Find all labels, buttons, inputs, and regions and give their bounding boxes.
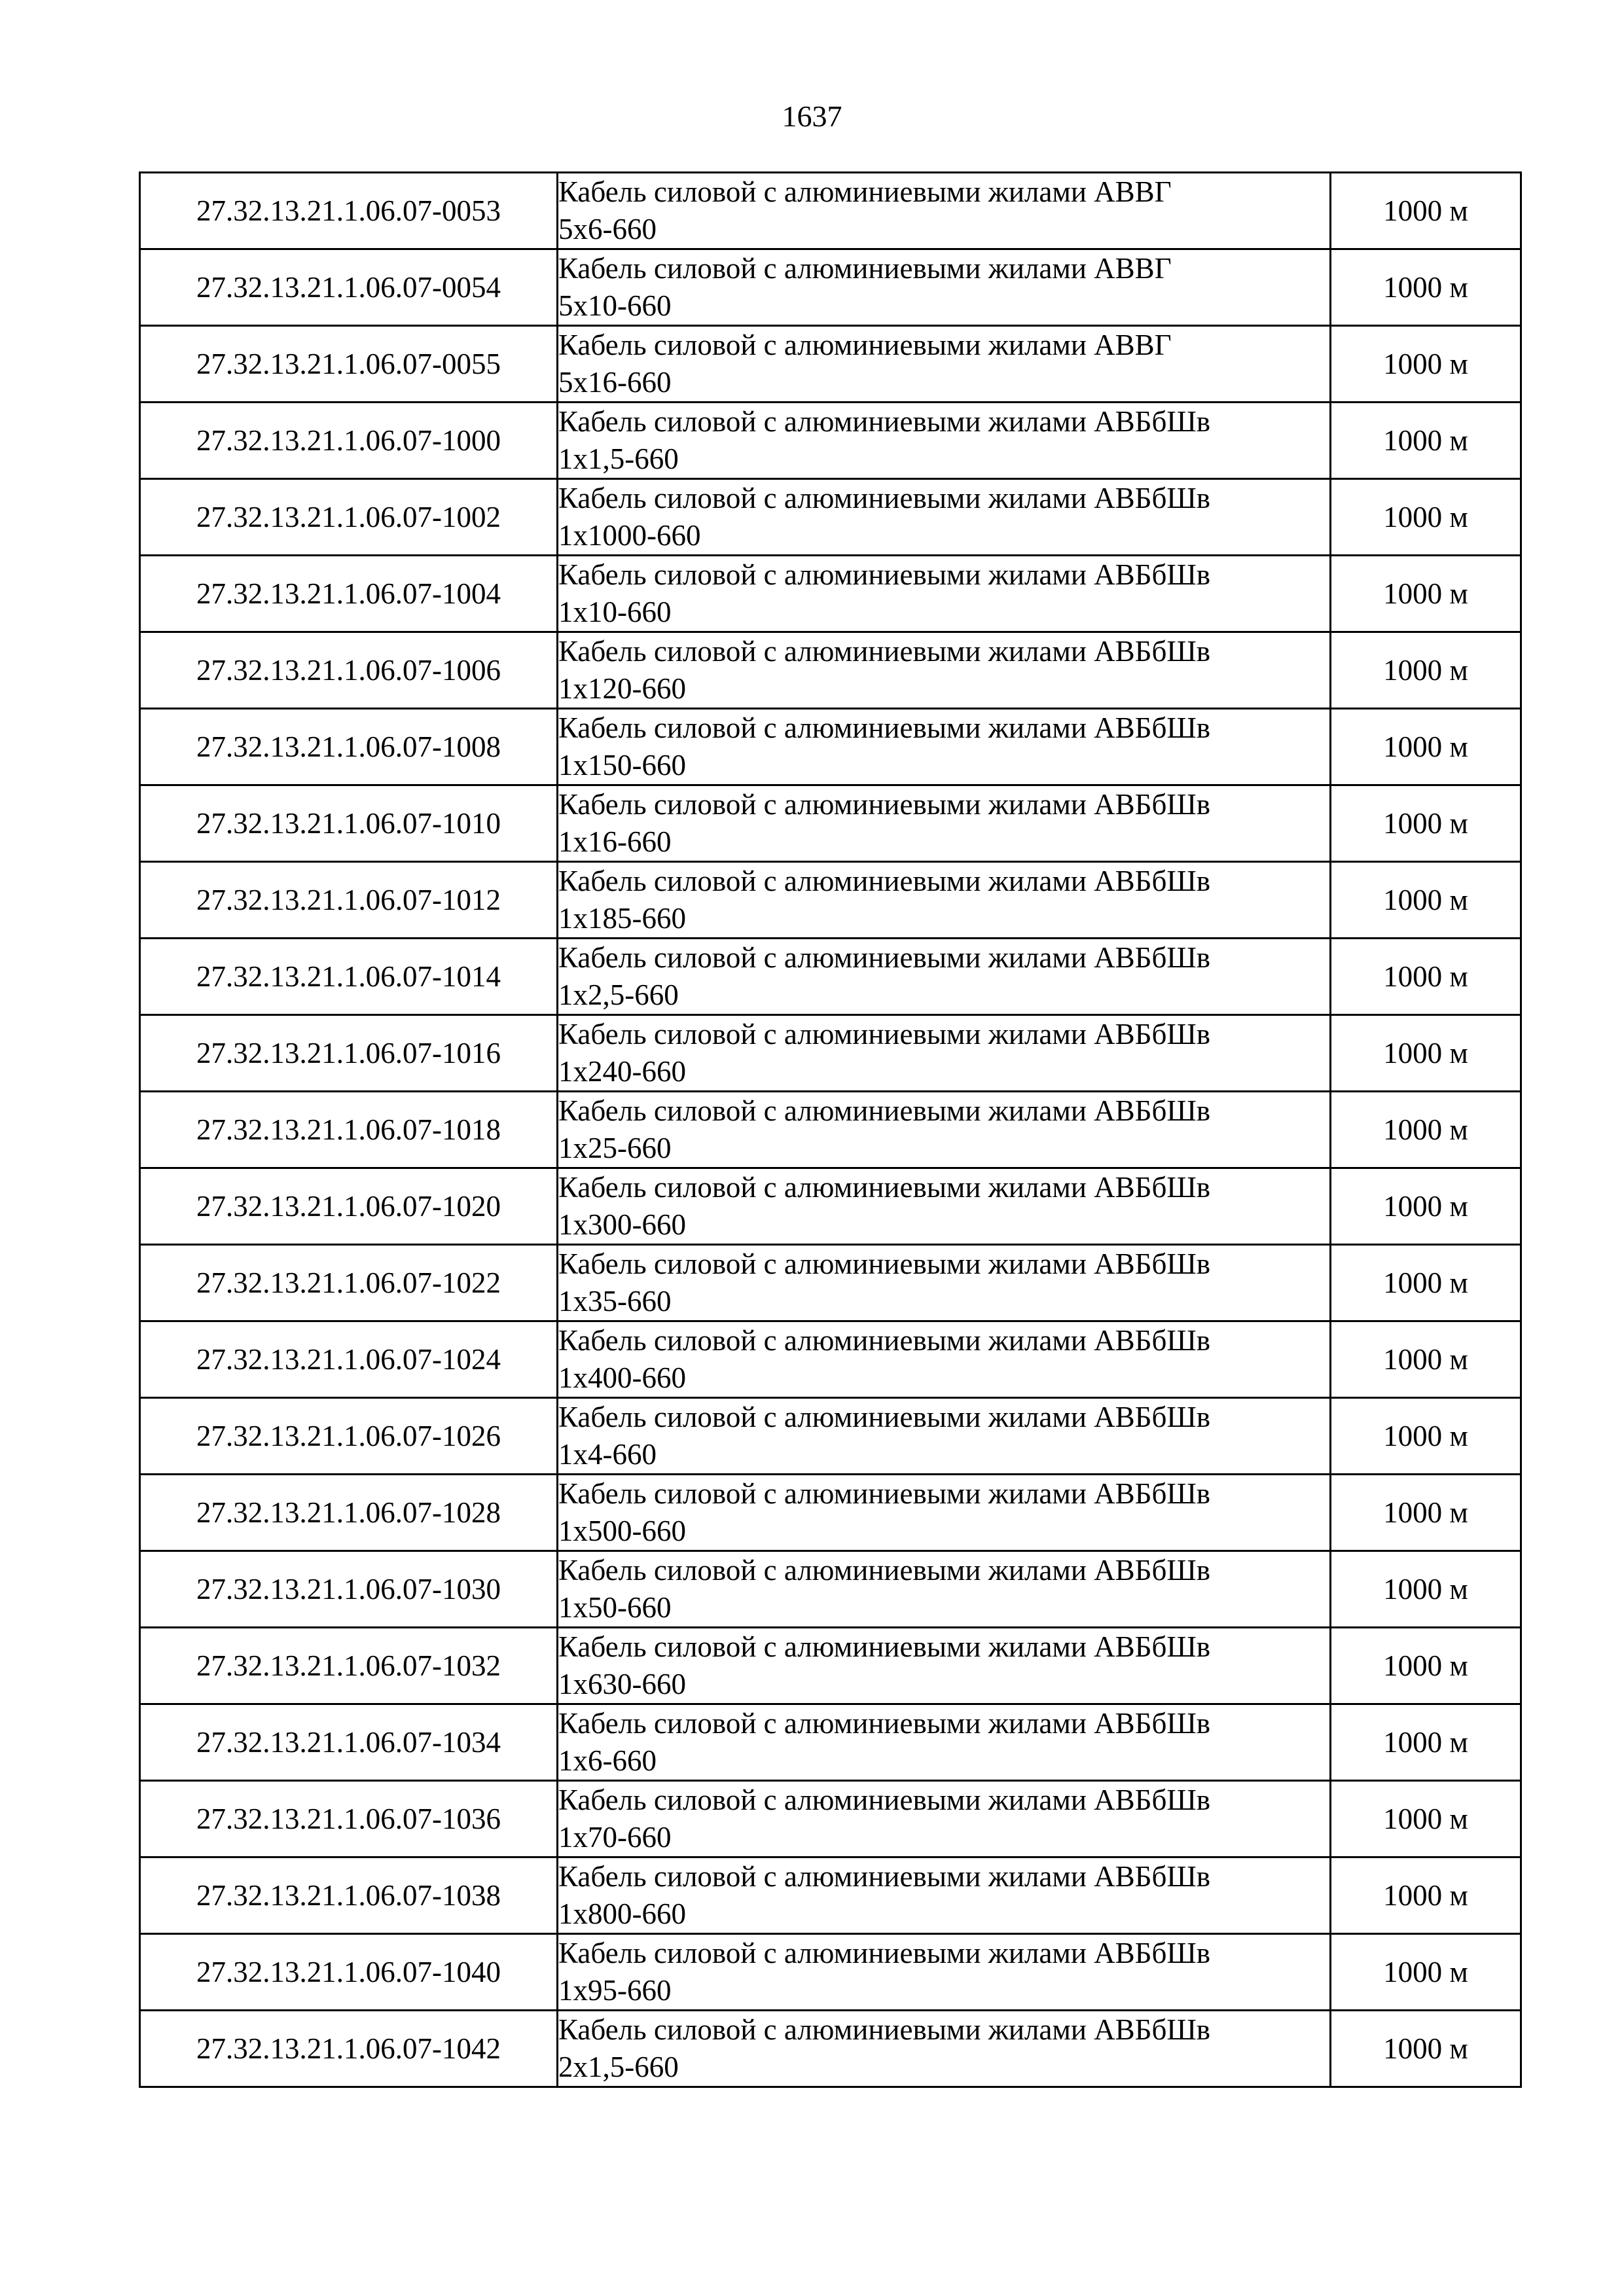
resource-unit: 1000 м bbox=[1331, 1321, 1521, 1398]
resource-name bbox=[558, 1781, 1331, 1857]
resource-name-line: Кабель силовой с алюминиевыми жилами АВБбШв bbox=[558, 1707, 1211, 1740]
resource-name-line: 1х70-660 bbox=[558, 1821, 672, 1854]
resource-name bbox=[558, 1475, 1331, 1551]
resource-unit: 1000 м bbox=[1331, 1704, 1521, 1781]
resource-code: 27.32.13.21.1.06.07-1012 bbox=[140, 862, 558, 939]
resource-name bbox=[558, 709, 1331, 785]
resource-name-line: Кабель силовой с алюминиевыми жилами АВБбШв bbox=[558, 1554, 1211, 1587]
resource-unit: 1000 м bbox=[1331, 326, 1521, 403]
resource-code: 27.32.13.21.1.06.07-1000 bbox=[140, 403, 558, 479]
resource-code: 27.32.13.21.1.06.07-1042 bbox=[140, 2011, 558, 2087]
resource-name bbox=[558, 862, 1331, 939]
resource-name bbox=[558, 1015, 1331, 1092]
resource-name-line: 5х16-660 bbox=[558, 366, 672, 399]
resource-name bbox=[558, 1168, 1331, 1245]
resource-name bbox=[558, 173, 1331, 249]
resource-name bbox=[558, 632, 1331, 709]
resource-code: 27.32.13.21.1.06.07-0055 bbox=[140, 326, 558, 403]
resource-unit: 1000 м bbox=[1331, 2011, 1521, 2087]
resource-unit: 1000 м bbox=[1331, 1628, 1521, 1704]
resource-unit: 1000 м bbox=[1331, 1092, 1521, 1168]
resource-name bbox=[558, 1628, 1331, 1704]
resource-code: 27.32.13.21.1.06.07-1028 bbox=[140, 1475, 558, 1551]
resource-name-line: Кабель силовой с алюминиевыми жилами АВБбШв bbox=[558, 1784, 1211, 1816]
table-row bbox=[140, 1628, 1521, 1704]
resource-name-line: 1х6-660 bbox=[558, 1744, 657, 1777]
resource-name-line: 2х1,5-660 bbox=[558, 2051, 679, 2083]
resource-name-line: 1х240-660 bbox=[558, 1055, 686, 1088]
resource-name bbox=[558, 1857, 1331, 1934]
table-row bbox=[140, 1704, 1521, 1781]
resource-name-line: 1х400-660 bbox=[558, 1361, 686, 1394]
resource-unit: 1000 м bbox=[1331, 479, 1521, 556]
resource-name bbox=[558, 556, 1331, 632]
resource-code: 27.32.13.21.1.06.07-1022 bbox=[140, 1245, 558, 1321]
table-row bbox=[140, 173, 1521, 249]
resource-unit: 1000 м bbox=[1331, 632, 1521, 709]
resource-unit: 1000 м bbox=[1331, 785, 1521, 862]
table-row bbox=[140, 1015, 1521, 1092]
resource-name-line: 1х120-660 bbox=[558, 672, 686, 705]
resource-name-line: Кабель силовой с алюминиевыми жилами АВБбШв bbox=[558, 1094, 1211, 1127]
resource-name-line: 1х16-660 bbox=[558, 825, 672, 858]
resource-name-line: Кабель силовой с алюминиевыми жилами АВБбШв bbox=[558, 1247, 1211, 1280]
resource-code: 27.32.13.21.1.06.07-1024 bbox=[140, 1321, 558, 1398]
table-row bbox=[140, 249, 1521, 326]
resource-unit: 1000 м bbox=[1331, 1398, 1521, 1475]
table-row bbox=[140, 403, 1521, 479]
resource-unit: 1000 м bbox=[1331, 1475, 1521, 1551]
page-number: 1637 bbox=[782, 99, 842, 133]
table-row bbox=[140, 1475, 1521, 1551]
resource-name bbox=[558, 403, 1331, 479]
table-row bbox=[140, 1321, 1521, 1398]
resource-name bbox=[558, 1704, 1331, 1781]
resource-code: 27.32.13.21.1.06.07-1002 bbox=[140, 479, 558, 556]
resource-code: 27.32.13.21.1.06.07-0054 bbox=[140, 249, 558, 326]
resource-code: 27.32.13.21.1.06.07-1020 bbox=[140, 1168, 558, 1245]
resource-unit: 1000 м bbox=[1331, 1551, 1521, 1628]
resource-table bbox=[139, 171, 1522, 2088]
table-row bbox=[140, 479, 1521, 556]
resource-name-line: Кабель силовой с алюминиевыми жилами АВБбШв bbox=[558, 1937, 1211, 1969]
resource-name-line: 1х50-660 bbox=[558, 1591, 672, 1624]
resource-table-body bbox=[140, 173, 1521, 2087]
resource-unit: 1000 м bbox=[1331, 403, 1521, 479]
resource-name bbox=[558, 785, 1331, 862]
resource-name-line: 5х6-660 bbox=[558, 213, 657, 245]
table-row bbox=[140, 1245, 1521, 1321]
table-row bbox=[140, 2011, 1521, 2087]
table-row bbox=[140, 1781, 1521, 1857]
table-row bbox=[140, 326, 1521, 403]
resource-code: 27.32.13.21.1.06.07-1016 bbox=[140, 1015, 558, 1092]
resource-name-line: 1х35-660 bbox=[558, 1285, 672, 1318]
table-row bbox=[140, 1857, 1521, 1934]
resource-name-line: 1х800-660 bbox=[558, 1897, 686, 1930]
resource-name-line: Кабель силовой с алюминиевыми жилами АВБбШв bbox=[558, 1477, 1211, 1510]
resource-name-line: Кабель силовой с алюминиевыми жилами АВБбШв bbox=[558, 1860, 1211, 1893]
resource-name-line: 1х2,5-660 bbox=[558, 978, 679, 1011]
resource-name-line: Кабель силовой с алюминиевыми жилами АВБбШв bbox=[558, 1630, 1211, 1663]
resource-name-line: Кабель силовой с алюминиевыми жилами АВБбШв bbox=[558, 482, 1211, 514]
resource-name-line: Кабель силовой с алюминиевыми жилами АВБбШв bbox=[558, 1401, 1211, 1433]
table-row bbox=[140, 785, 1521, 862]
table-row bbox=[140, 556, 1521, 632]
resource-code: 27.32.13.21.1.06.07-1014 bbox=[140, 939, 558, 1015]
table-row bbox=[140, 939, 1521, 1015]
resource-name-line: Кабель силовой с алюминиевыми жилами АВБбШв bbox=[558, 2013, 1211, 2046]
resource-code: 27.32.13.21.1.06.07-1010 bbox=[140, 785, 558, 862]
resource-name-line: 1х25-660 bbox=[558, 1132, 672, 1164]
resource-name-line: Кабель силовой с алюминиевыми жилами АВБбШв bbox=[558, 635, 1211, 668]
resource-name bbox=[558, 1398, 1331, 1475]
resource-code: 27.32.13.21.1.06.07-1004 bbox=[140, 556, 558, 632]
resource-unit: 1000 м bbox=[1331, 1857, 1521, 1934]
resource-name-line: 1х95-660 bbox=[558, 1974, 672, 2007]
resource-name-line: 1х500-660 bbox=[558, 1515, 686, 1547]
table-row bbox=[140, 709, 1521, 785]
resource-code: 27.32.13.21.1.06.07-1026 bbox=[140, 1398, 558, 1475]
table-row bbox=[140, 1934, 1521, 2011]
resource-name-line: Кабель силовой с алюминиевыми жилами АВБбШв bbox=[558, 405, 1211, 438]
resource-name-line: Кабель силовой с алюминиевыми жилами АВБбШв bbox=[558, 711, 1211, 744]
resource-name-line: Кабель силовой с алюминиевыми жилами АВБбШв bbox=[558, 558, 1211, 591]
resource-unit: 1000 м bbox=[1331, 173, 1521, 249]
resource-code: 27.32.13.21.1.06.07-1038 bbox=[140, 1857, 558, 1934]
resource-unit: 1000 м bbox=[1331, 1015, 1521, 1092]
resource-name-line: 1х10-660 bbox=[558, 596, 672, 628]
resource-name-line: Кабель силовой с алюминиевыми жилами АВБбШв bbox=[558, 1324, 1211, 1357]
resource-name-line: 1х1,5-660 bbox=[558, 442, 679, 475]
resource-code: 27.32.13.21.1.06.07-1006 bbox=[140, 632, 558, 709]
resource-name bbox=[558, 939, 1331, 1015]
table-row bbox=[140, 1551, 1521, 1628]
resource-name bbox=[558, 1245, 1331, 1321]
resource-code: 27.32.13.21.1.06.07-1018 bbox=[140, 1092, 558, 1168]
resource-name-line: Кабель силовой с алюминиевыми жилами АВБбШв bbox=[558, 865, 1211, 897]
resource-name bbox=[558, 2011, 1331, 2087]
resource-unit: 1000 м bbox=[1331, 709, 1521, 785]
resource-name bbox=[558, 1321, 1331, 1398]
resource-unit: 1000 м bbox=[1331, 1168, 1521, 1245]
resource-name-line: Кабель силовой с алюминиевыми жилами АВБбШв bbox=[558, 941, 1211, 974]
resource-code: 27.32.13.21.1.06.07-1030 bbox=[140, 1551, 558, 1628]
resource-name-line: Кабель силовой с алюминиевыми жилами АВБбШв bbox=[558, 1171, 1211, 1204]
resource-name bbox=[558, 326, 1331, 403]
resource-name-line: 1х185-660 bbox=[558, 902, 686, 935]
resource-code: 27.32.13.21.1.06.07-0053 bbox=[140, 173, 558, 249]
resource-unit: 1000 м bbox=[1331, 1934, 1521, 2011]
resource-name bbox=[558, 1551, 1331, 1628]
resource-unit: 1000 м bbox=[1331, 249, 1521, 326]
resource-code: 27.32.13.21.1.06.07-1032 bbox=[140, 1628, 558, 1704]
resource-name-line: Кабель силовой с алюминиевыми жилами АВВГ bbox=[558, 329, 1172, 361]
resource-unit: 1000 м bbox=[1331, 1781, 1521, 1857]
resource-unit: 1000 м bbox=[1331, 1245, 1521, 1321]
resource-name-line: Кабель силовой с алюминиевыми жилами АВБбШв bbox=[558, 788, 1211, 821]
resource-code: 27.32.13.21.1.06.07-1040 bbox=[140, 1934, 558, 2011]
resource-name bbox=[558, 1934, 1331, 2011]
table-row bbox=[140, 862, 1521, 939]
resource-unit: 1000 м bbox=[1331, 556, 1521, 632]
resource-name-line: 1х1000-660 bbox=[558, 519, 701, 552]
resource-name-line: Кабель силовой с алюминиевыми жилами АВВГ bbox=[558, 252, 1172, 285]
resource-code: 27.32.13.21.1.06.07-1008 bbox=[140, 709, 558, 785]
table-row bbox=[140, 1398, 1521, 1475]
resource-name-line: 1х4-660 bbox=[558, 1438, 657, 1471]
resource-name bbox=[558, 1092, 1331, 1168]
table-row bbox=[140, 1168, 1521, 1245]
resource-name-line: Кабель силовой с алюминиевыми жилами АВБбШв bbox=[558, 1018, 1211, 1050]
resource-name-line: Кабель силовой с алюминиевыми жилами АВВГ bbox=[558, 175, 1172, 208]
resource-name-line: 5х10-660 bbox=[558, 289, 672, 322]
resource-name bbox=[558, 249, 1331, 326]
resource-unit: 1000 м bbox=[1331, 939, 1521, 1015]
resource-code: 27.32.13.21.1.06.07-1034 bbox=[140, 1704, 558, 1781]
resource-name-line: 1х630-660 bbox=[558, 1668, 686, 1700]
resource-name-line: 1х300-660 bbox=[558, 1208, 686, 1241]
resource-name-line: 1х150-660 bbox=[558, 749, 686, 781]
resource-unit: 1000 м bbox=[1331, 862, 1521, 939]
resource-name bbox=[558, 479, 1331, 556]
table-row bbox=[140, 632, 1521, 709]
resource-code: 27.32.13.21.1.06.07-1036 bbox=[140, 1781, 558, 1857]
table-row bbox=[140, 1092, 1521, 1168]
